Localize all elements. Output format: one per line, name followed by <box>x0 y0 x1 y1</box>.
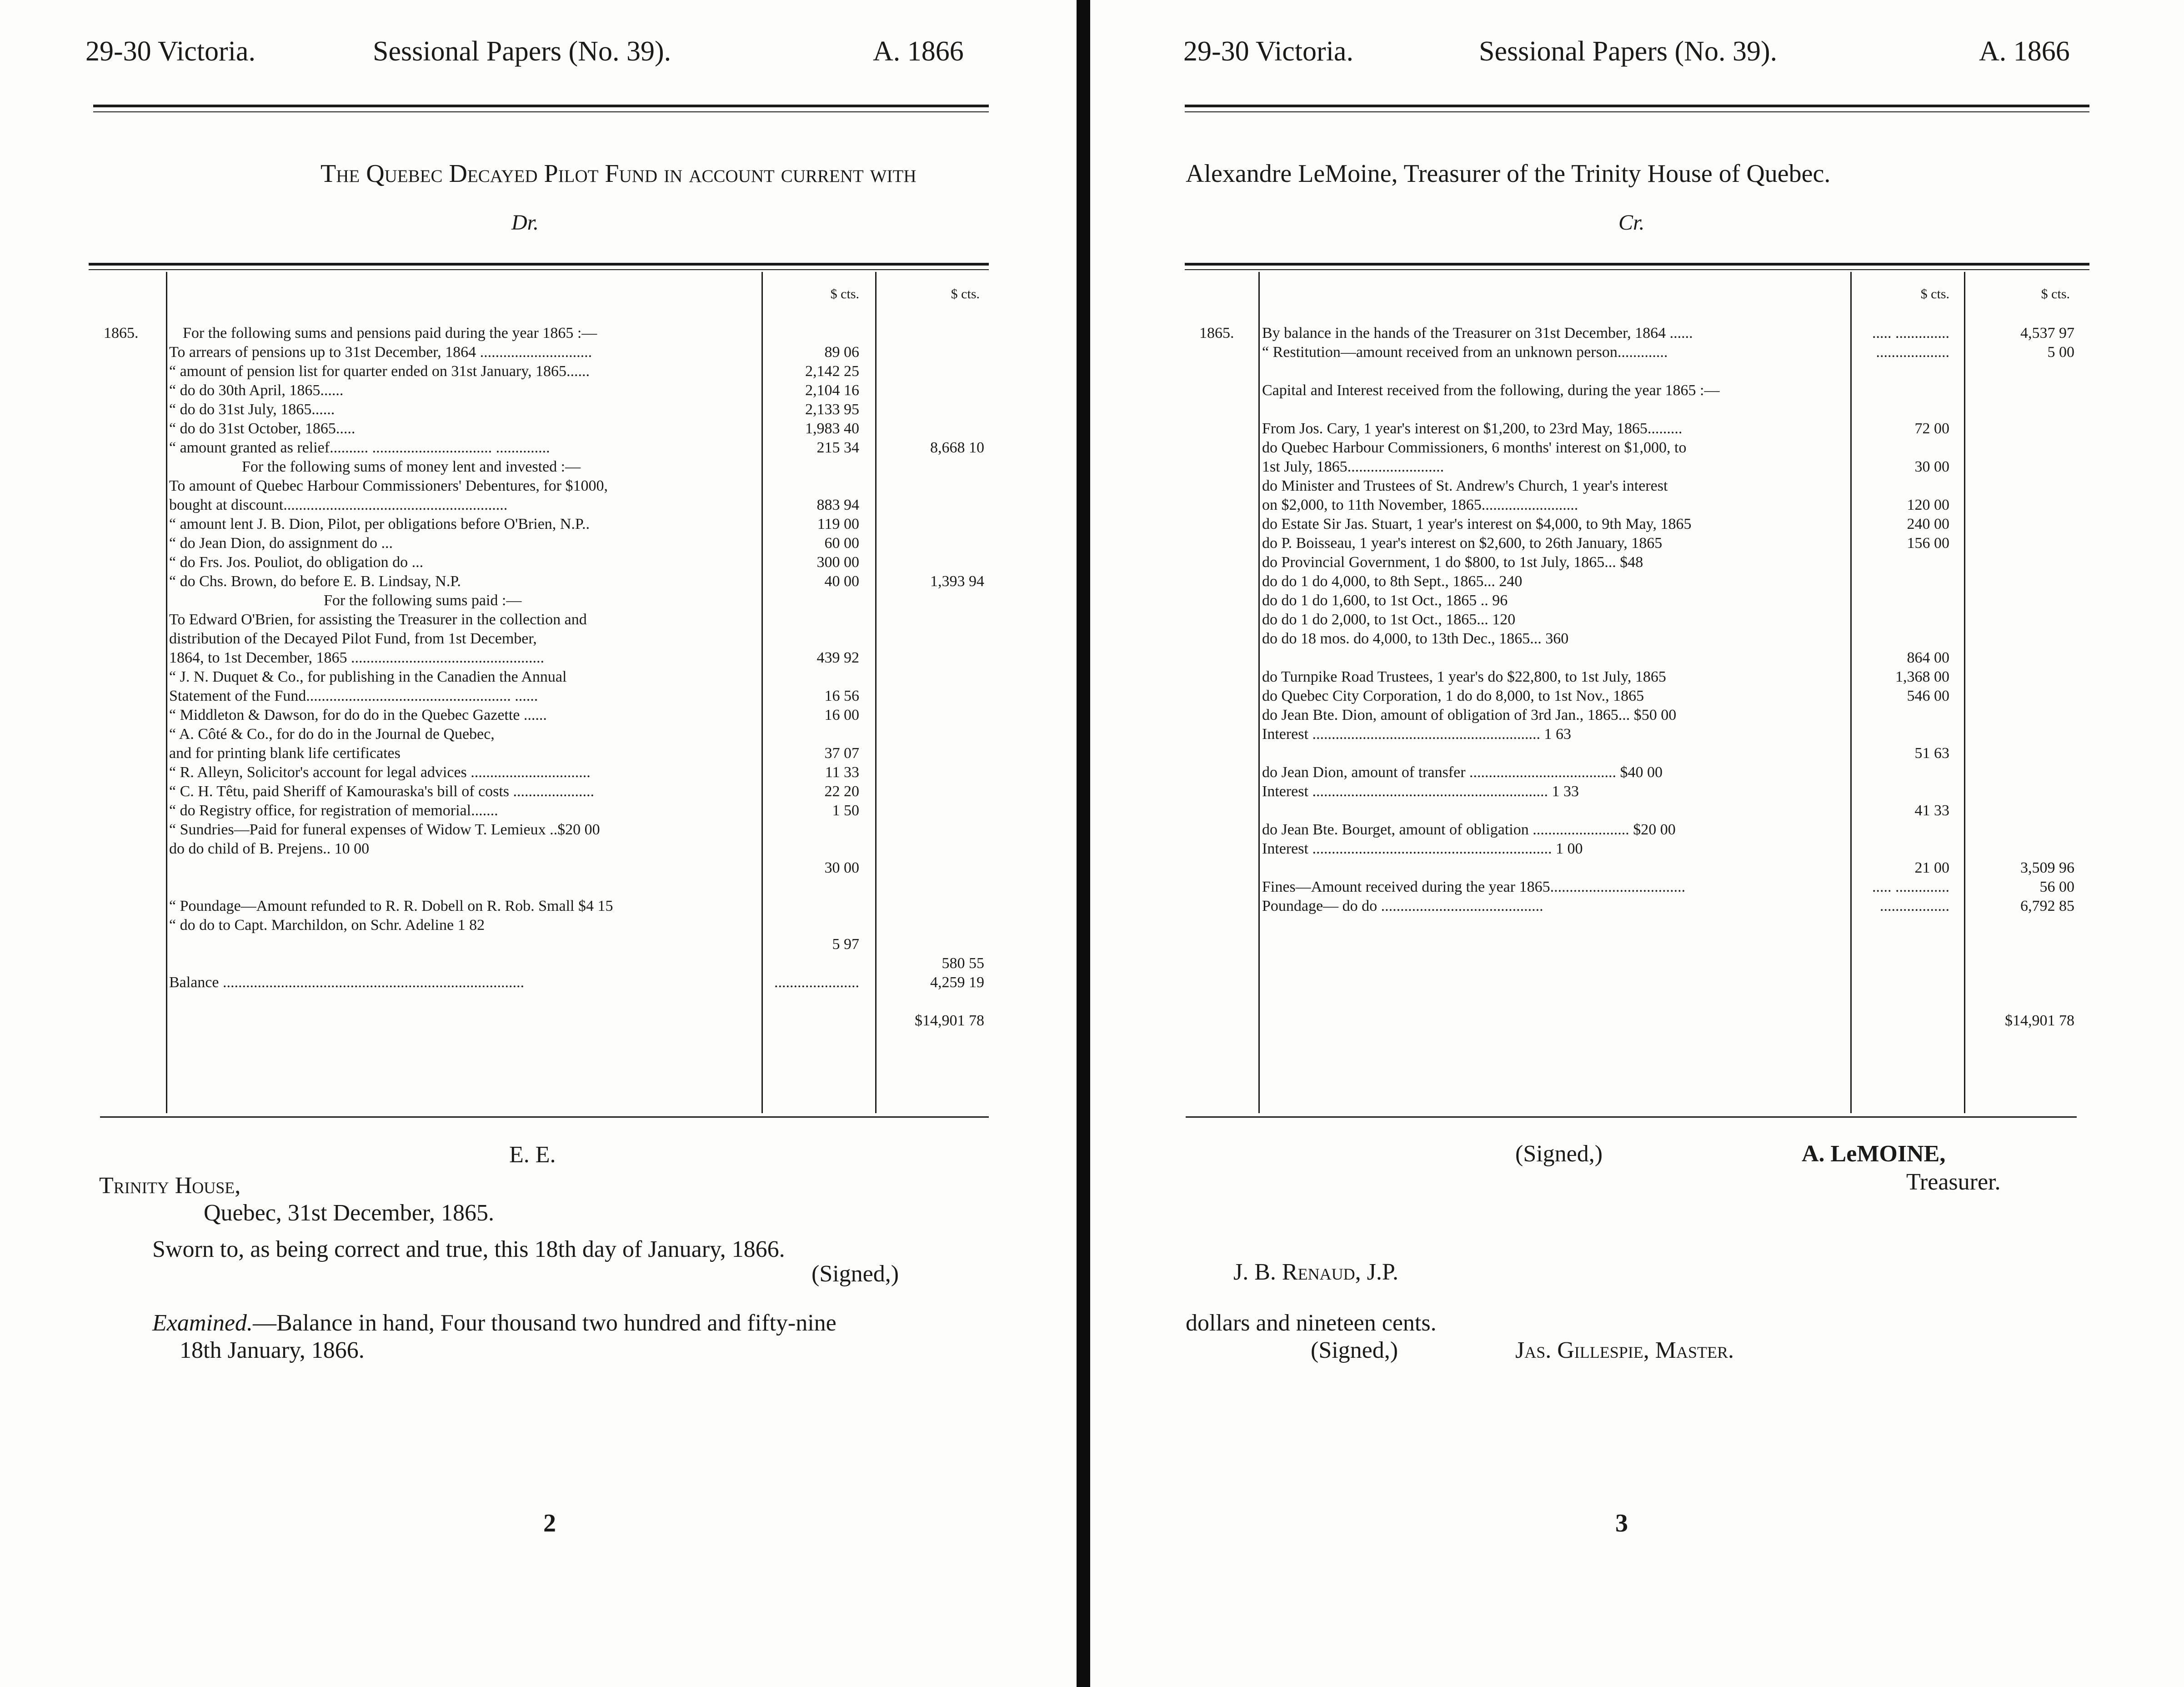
table-column-divider <box>1964 272 1965 1113</box>
entry-text: “ do do to Capt. Marchildon, on Schr. Adeline 1 82 <box>169 917 485 934</box>
book-gutter <box>1077 0 1090 1687</box>
amount-column-2: 3,509 96 <box>2020 859 2074 876</box>
column-heading-2: $ cts. <box>2041 286 2070 301</box>
entry-text: do P. Boisseau, 1 year's interest on $2,600, to 26th January, 1865 <box>1262 535 1663 552</box>
amount-column-2: 4,537 97 <box>2020 325 2074 341</box>
amount-column-1: 300 00 <box>816 554 859 571</box>
amount-column-2: 56 00 <box>2039 879 2074 895</box>
entry-text: “ do Chs. Brown, do before E. B. Lindsay, N.P. <box>169 573 461 590</box>
amount-column-2: 8,668 10 <box>930 439 984 456</box>
table-column-divider <box>1850 272 1852 1113</box>
entry-text: For the following sums paid :— <box>324 592 522 609</box>
trinity-house-label: Trinity House, <box>99 1173 241 1199</box>
treasurer-name: A. LeMOINE, <box>1802 1141 1946 1167</box>
entry-text: “ C. H. Têtu, paid Sheriff of Kamouraska's bill of costs ..................... <box>169 783 595 800</box>
entry-text: Statement of the Fund..................................................... ...... <box>169 688 538 704</box>
year-label: 1865. <box>104 325 139 341</box>
amount-column-2: 4,259 19 <box>930 974 984 991</box>
amount-column-1: 2,142 25 <box>805 363 859 380</box>
entry-text: do Jean Bte. Bourget, amount of obligation ......................... $20 00 <box>1262 821 1676 838</box>
examined-line <box>152 1310 837 1336</box>
header-rule <box>93 111 989 112</box>
entry-text: For the following sums and pensions paid during the year 1865 :— <box>183 325 597 341</box>
entry-text: do do 18 mos. do 4,000, to 13th Dec., 1865... 360 <box>1262 630 1569 647</box>
amount-column-1: 240 00 <box>1907 516 1949 532</box>
amount-column-2: 1,393 94 <box>930 573 984 590</box>
amount-column-1: ..... .............. <box>1872 879 1949 895</box>
right-header-session: 29-30 Victoria. <box>1183 36 1353 67</box>
treasurer-role: Treasurer. <box>1906 1169 2001 1195</box>
column-heading-2: $ cts. <box>951 286 980 301</box>
left-header-papers: Sessional Papers (No. 39). <box>373 36 671 67</box>
entry-text: do Quebec City Corporation, 1 do do 8,000, to 1st Nov., 1865 <box>1262 688 1644 704</box>
table-bottom-rule <box>1186 1116 2077 1118</box>
ee-mark: E. E. <box>509 1142 556 1168</box>
entry-text: Interest ............................................................. 1 33 <box>1262 783 1579 800</box>
table-top-rule <box>89 263 989 266</box>
entry-text: To arrears of pensions up to 31st December, 1864 ............................. <box>169 344 592 361</box>
master-name: Jas. Gillespie, Master. <box>1515 1337 1734 1363</box>
amount-column-1: 215 34 <box>816 439 859 456</box>
amount-column-1: 22 20 <box>824 783 859 800</box>
left-page <box>0 0 1077 1687</box>
amount-column-1: 883 94 <box>816 497 859 513</box>
amount-column-1: ...................... <box>774 974 859 991</box>
amount-column-1: 30 00 <box>824 859 859 876</box>
entry-text: “ Middleton & Dawson, for do do in the Quebec Gazette ...... <box>169 707 547 723</box>
amount-column-1: 11 33 <box>825 764 859 781</box>
entry-text: distribution of the Decayed Pilot Fund, from 1st December, <box>169 630 537 647</box>
entry-text: do do 1 do 4,000, to 8th Sept., 1865... 240 <box>1262 573 1523 590</box>
amount-column-2: $14,901 78 <box>2005 1012 2074 1029</box>
entry-text: “ amount lent J. B. Dion, Pilot, per obligations before O'Brien, N.P.. <box>169 516 590 532</box>
entry-text: Fines—Amount received during the year 1865................................... <box>1262 879 1686 895</box>
entry-text: “ Restitution—amount received from an unknown person............. <box>1262 344 1668 361</box>
justice-of-peace: J. B. Renaud, J.P. <box>1233 1259 1398 1285</box>
credit-label: Cr. <box>1618 211 1645 235</box>
column-heading-1: $ cts. <box>1920 286 1949 301</box>
entry-text: To amount of Quebec Harbour Commissioners' Debentures, for $1000, <box>169 477 608 494</box>
entry-text: do Provincial Government, 1 do $800, to 1st July, 1865... $48 <box>1262 554 1643 571</box>
right-title: Alexandre LeMoine, Treasurer of the Trinity House of Quebec. <box>1186 160 1831 188</box>
table-bottom-rule <box>100 1116 989 1118</box>
entry-text: Interest .............................................................. 1 00 <box>1262 840 1583 857</box>
entry-text: “ do Frs. Jos. Pouliot, do obligation do ... <box>169 554 424 571</box>
table-column-divider <box>761 272 763 1113</box>
entry-text: “ do do 30th April, 1865...... <box>169 382 344 399</box>
amount-column-1: 21 00 <box>1914 859 1949 876</box>
amount-column-1: 2,104 16 <box>805 382 859 399</box>
entry-text: Capital and Interest received from the following, during the year 1865 :— <box>1262 382 1720 399</box>
amount-column-1: 16 00 <box>824 707 859 723</box>
amount-column-1: 120 00 <box>1907 497 1949 513</box>
entry-text: “ do Jean Dion, do assignment do ... <box>169 535 393 552</box>
entry-text: do Jean Bte. Dion, amount of obligation of 3rd Jan., 1865... $50 00 <box>1262 707 1677 723</box>
entry-text: “ amount of pension list for quarter ended on 31st January, 1865...... <box>169 363 590 380</box>
entry-text: 1864, to 1st December, 1865 .................................................. <box>169 649 544 666</box>
table-top-rule <box>1185 269 2089 270</box>
amount-column-1: ................... <box>1876 344 1949 361</box>
entry-text: Interest ........................................................... 1 63 <box>1262 726 1571 743</box>
amount-column-1: 439 92 <box>816 649 859 666</box>
entry-text: “ J. N. Duquet & Co., for publishing in the Canadien the Annual <box>169 668 567 685</box>
debit-label: Dr. <box>511 211 539 235</box>
column-heading-1: $ cts. <box>830 286 859 301</box>
entry-text: do do 1 do 1,600, to 1st Oct., 1865 .. 96 <box>1262 592 1508 609</box>
amount-column-1: 16 56 <box>824 688 859 704</box>
entry-text: do Quebec Harbour Commissioners, 6 months' interest on $1,000, to <box>1262 439 1687 456</box>
page-number: 2 <box>543 1509 556 1537</box>
entry-text: do Turnpike Road Trustees, 1 year's do $22,800, to 1st July, 1865 <box>1262 668 1666 685</box>
entry-text: “ R. Alleyn, Solicitor's account for legal advices ............................... <box>169 764 591 781</box>
signed-label-2: (Signed,) <box>1311 1337 1398 1363</box>
amount-column-1: 40 00 <box>824 573 859 590</box>
amount-column-1: 37 07 <box>824 745 859 762</box>
amount-column-1: 2,133 95 <box>805 401 859 418</box>
left-header-session: 29-30 Victoria. <box>85 36 255 67</box>
signed-label: (Signed,) <box>811 1261 899 1287</box>
amount-column-1: 5 97 <box>832 936 859 953</box>
entry-text: 1st July, 1865......................... <box>1262 458 1444 475</box>
place-date: Quebec, 31st December, 1865. <box>204 1200 495 1226</box>
table-top-rule <box>89 269 989 270</box>
right-header-papers: Sessional Papers (No. 39). <box>1479 36 1778 67</box>
amount-column-1: 156 00 <box>1907 535 1949 552</box>
amount-column-1: 51 63 <box>1914 745 1949 762</box>
entry-text: For the following sums of money lent and invested :— <box>242 458 581 475</box>
entry-text: “ amount granted as relief.......... ............................... .............. <box>169 439 550 456</box>
table-top-rule <box>1185 263 2089 266</box>
entry-text: From Jos. Cary, 1 year's interest on $1,200, to 23rd May, 1865......... <box>1262 420 1683 437</box>
amount-column-1: .................. <box>1880 898 1949 914</box>
entry-text: “ do Registry office, for registration of memorial....... <box>169 802 498 819</box>
entry-text: on $2,000, to 11th November, 1865......................... <box>1262 497 1578 513</box>
amount-column-1: 1 50 <box>832 802 859 819</box>
entry-text: To Edward O'Brien, for assisting the Treasurer in the collection and <box>169 611 587 628</box>
amount-column-1: 41 33 <box>1914 802 1949 819</box>
amount-column-1: 1,983 40 <box>805 420 859 437</box>
amount-column-1: 546 00 <box>1907 688 1949 704</box>
amount-column-1: 30 00 <box>1914 458 1949 475</box>
entry-text: do Minister and Trustees of St. Andrew's Church, 1 year's interest <box>1262 477 1668 494</box>
examined-date: 18th January, 1866. <box>180 1337 365 1363</box>
left-title: The Quebec Decayed Pilot Fund in account current with <box>321 160 917 188</box>
entry-text: Balance .............................................................................. <box>169 974 524 991</box>
entry-text: “ A. Côté & Co., for do do in the Journal de Quebec, <box>169 726 495 743</box>
entry-text: By balance in the hands of the Treasurer on 31st December, 1864 ...... <box>1262 325 1693 341</box>
header-rule <box>1185 111 2089 112</box>
entry-text: bought at discount.......................................................... <box>169 497 508 513</box>
amount-column-1: 60 00 <box>824 535 859 552</box>
amount-column-2: 580 55 <box>942 955 984 972</box>
entry-text: Poundage— do do .......................................... <box>1262 898 1543 914</box>
entry-text: do do child of B. Prejens.. 10 00 <box>169 840 370 857</box>
header-rule <box>93 105 989 107</box>
entry-text: and for printing blank life certificates <box>169 745 401 762</box>
entry-text: do do 1 do 2,000, to 1st Oct., 1865... 120 <box>1262 611 1516 628</box>
right-page <box>1090 0 2184 1687</box>
amount-column-1: 119 00 <box>817 516 859 532</box>
table-column-divider <box>1258 272 1260 1113</box>
signed-label: (Signed,) <box>1515 1141 1603 1167</box>
amount-column-2: 6,792 85 <box>2020 898 2074 914</box>
amount-column-1: ..... .............. <box>1872 325 1949 341</box>
examined-text: —Balance in hand, Four thousand two hundred and fifty-nine <box>252 1310 837 1336</box>
amount-column-1: 1,368 00 <box>1895 668 1949 685</box>
amount-column-2: 5 00 <box>2047 344 2074 361</box>
left-header-year: A. 1866 <box>873 36 964 67</box>
header-rule <box>1185 105 2089 107</box>
year-label: 1865. <box>1199 325 1234 341</box>
sworn-statement: Sworn to, as being correct and true, this 18th day of January, 1866. <box>152 1236 785 1262</box>
table-column-divider <box>166 272 167 1113</box>
entry-text: “ do do 31st October, 1865..... <box>169 420 356 437</box>
entry-text: “ Sundries—Paid for funeral expenses of Widow T. Lemieux ..$20 00 <box>169 821 600 838</box>
page-number: 3 <box>1615 1509 1628 1537</box>
table-column-divider <box>875 272 877 1113</box>
amount-column-1: 864 00 <box>1907 649 1949 666</box>
amount-column-1: 72 00 <box>1914 420 1949 437</box>
amount-column-1: 89 06 <box>824 344 859 361</box>
entry-text: “ do do 31st July, 1865...... <box>169 401 335 418</box>
entry-text: do Jean Dion, amount of transfer ...................................... $40 00 <box>1262 764 1663 781</box>
examined-label: Examined. <box>152 1310 253 1336</box>
entry-text: do Estate Sir Jas. Stuart, 1 year's interest on $4,000, to 9th May, 1865 <box>1262 516 1692 532</box>
amount-column-2: $14,901 78 <box>915 1012 984 1029</box>
right-header-year: A. 1866 <box>1979 36 2070 67</box>
dollars-line: dollars and nineteen cents. <box>1186 1310 1437 1336</box>
entry-text: “ Poundage—Amount refunded to R. R. Dobell on R. Rob. Small $4 15 <box>169 898 613 914</box>
